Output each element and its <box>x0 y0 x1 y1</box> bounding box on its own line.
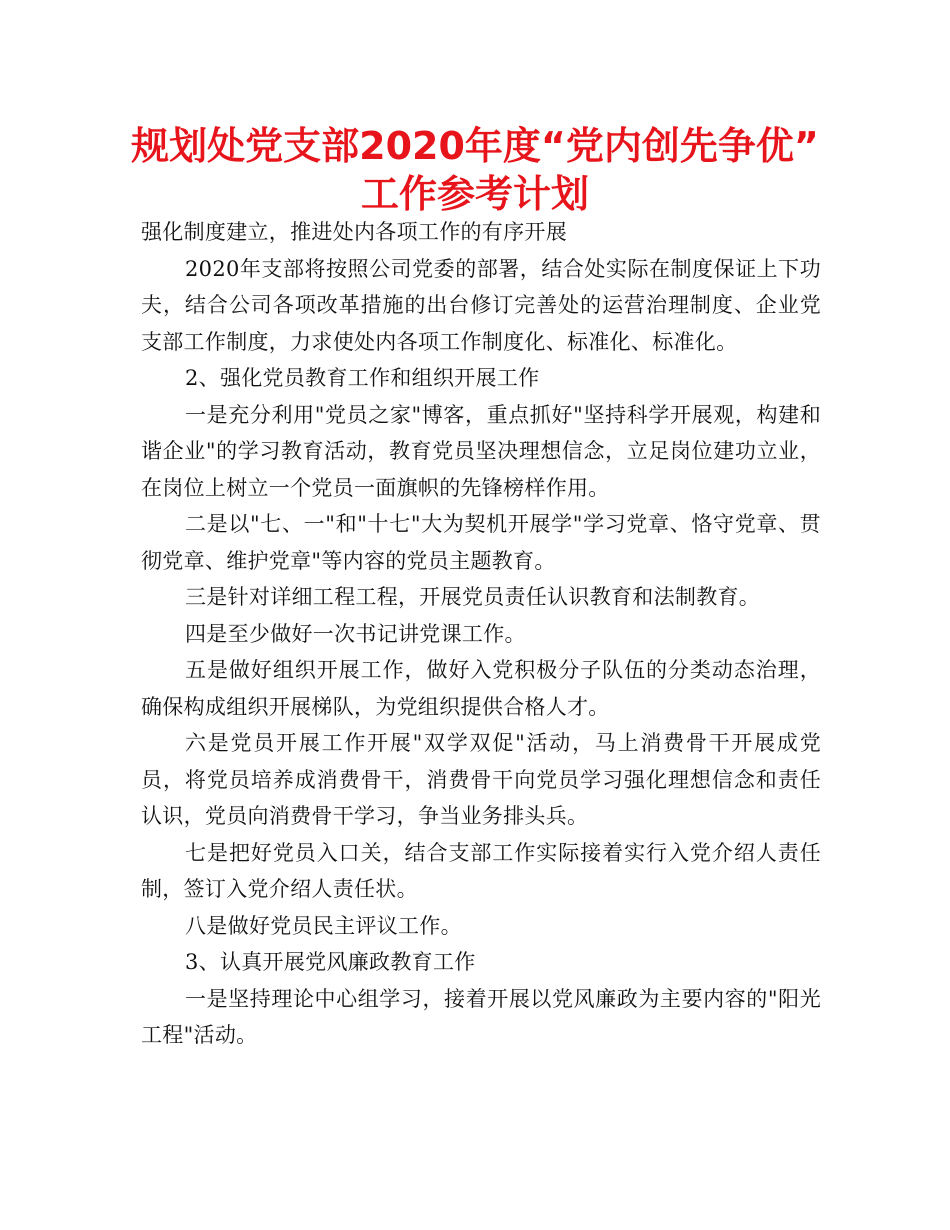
paragraph: 强化制度建立，推进处内各项工作的有序开展 <box>141 220 567 244</box>
paragraph: 七是把好党员入口关，结合支部工作实际接着实行入党介绍人责任制，签订入党介绍人责任状。 <box>141 840 821 901</box>
paragraph: 一是充分利用"党员之家"博客，重点抓好"坚持科学开展观，构建和谐企业"的学习教育活动，教育党员坚决理想信念，立足岗位建功立业，在岗位上树立一个党员一面旗帜的先锋榜样作用。 <box>141 402 821 500</box>
paragraph: 二是以"七、一"和"十七"大为契机开展学"学习党章、恪守党章、贯彻党章、维护党章"等内容的党员主题教育。 <box>141 512 821 573</box>
paragraph: 三是针对详细工程工程，开展党员责任认识教育和法制教育。 <box>185 585 761 609</box>
paragraph: 2020年支部将按照公司党委的部署，结合处实际在制度保证上下功夫，结合公司各项改革措施的出台修订完善处的运营治理制度、企业党支部工作制度，力求使处内各项工作制度化、标准化、标准化。 <box>141 256 821 354</box>
section-heading: 3、认真开展党风廉政教育工作 <box>185 950 476 974</box>
paragraph: 一是坚持理论中心组学习，接着开展以党风廉政为主要内容的"阳光工程"活动。 <box>141 986 821 1047</box>
paragraph: 六是党员开展工作开展"双学双促"活动，马上消费骨干开展成党员，将党员培养成消费骨干，消费骨干向党员学习强化理想信念和责任认识，党员向消费骨干学习，争当业务排头兵。 <box>141 731 821 828</box>
paragraph: 五是做好组织开展工作，做好入党积极分子队伍的分类动态治理，确保构成组织开展梯队，为党组织提供合格人才。 <box>141 658 821 719</box>
paragraph: 八是做好党员民主评议工作。 <box>185 913 462 938</box>
paragraph: 四是至少做好一次书记讲党课工作。 <box>185 621 526 646</box>
document-title-line-2: 工作参考计划 <box>360 172 589 216</box>
document-title-line-1: 规划处党支部2020年度“党内创先争优” <box>131 124 819 168</box>
section-heading: 2、强化党员教育工作和组织开展工作 <box>185 366 540 390</box>
document-body <box>141 214 821 1054</box>
